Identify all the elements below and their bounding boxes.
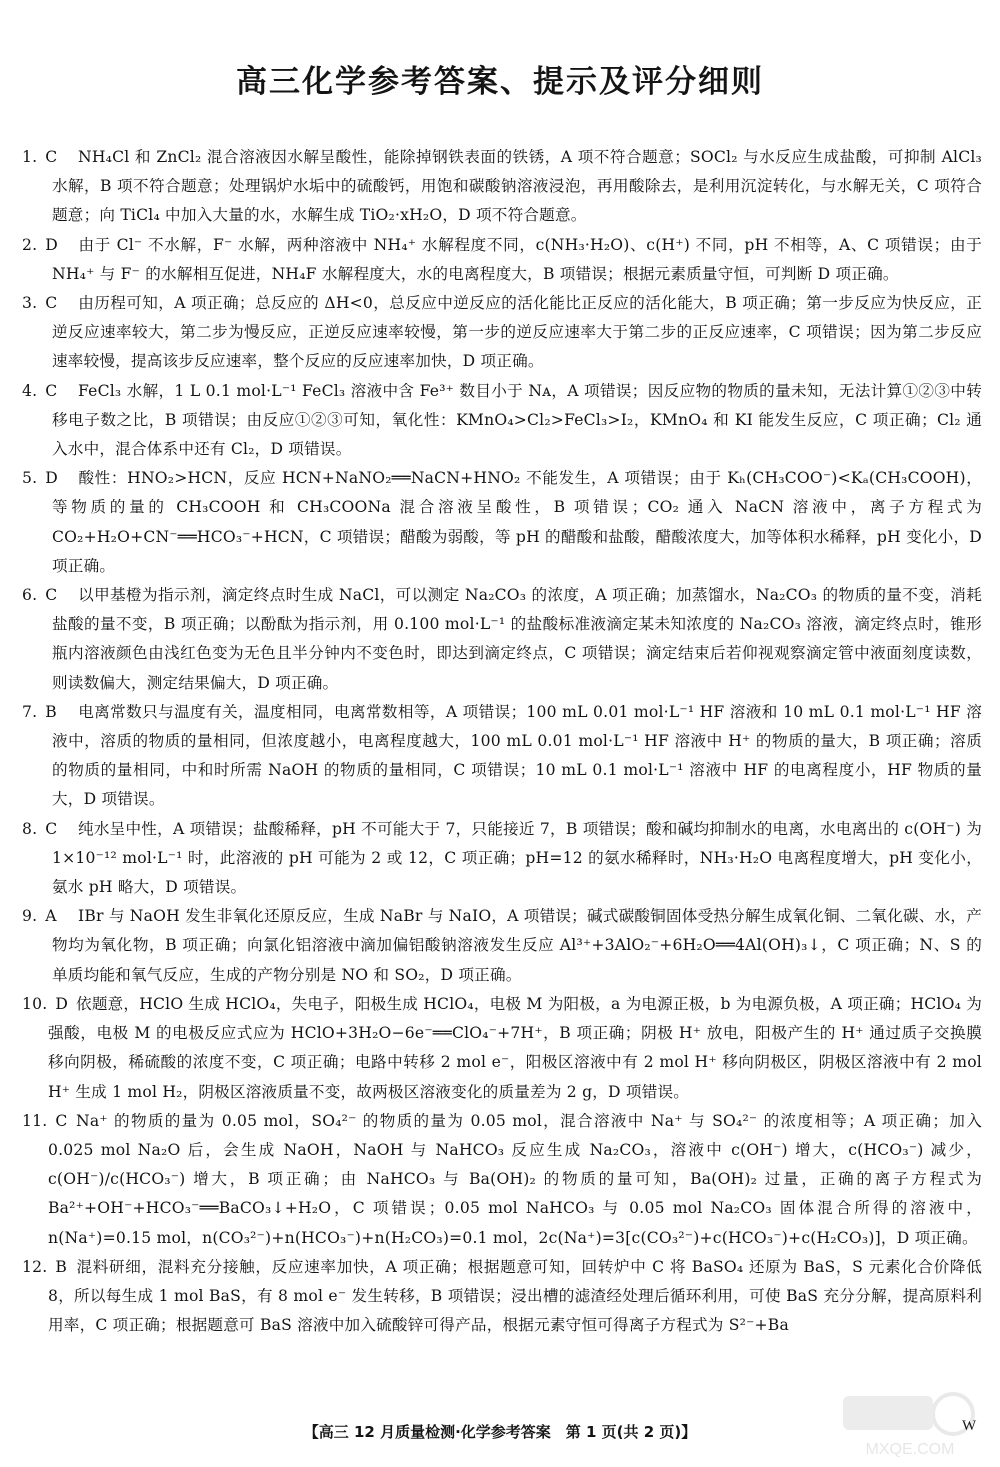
answer-key: A bbox=[45, 907, 57, 926]
answer-item-4 bbox=[22, 377, 982, 465]
corner-mark: W bbox=[962, 1418, 977, 1434]
answer-item-2 bbox=[22, 231, 982, 289]
page-title: 高三化学参考答案、提示及评分细则 bbox=[236, 64, 764, 100]
answer-key: B bbox=[45, 702, 57, 721]
answer-explanation: 纯水呈中性，A 项错误；盐酸稀释，pH 不可能大于 7，只能接近 7，B 项错误；酸和碱均抑制水的电离，水电离出的 c(OH⁻) 为 1×10⁻¹² mol·L⁻¹ 时，此溶液的 pH 可能为 2 或 12，C 项正确；pH=12 的氨水稀释时，NH₃·H₂O 电离程度增大，pH 变化小，氨水 pH 略大，D 项错误。 bbox=[52, 819, 982, 897]
answer-item-1 bbox=[22, 143, 982, 231]
question-number: 11. bbox=[22, 1111, 48, 1130]
answer-item-11 bbox=[22, 1107, 982, 1253]
answer-key: C bbox=[45, 381, 58, 400]
question-number: 6. bbox=[22, 586, 38, 605]
question-number: 9. bbox=[22, 907, 38, 926]
answer-item-5 bbox=[22, 464, 982, 581]
answer-key: D bbox=[55, 994, 69, 1013]
answer-explanation: 由历程可知，A 项正确；总反应的 ΔH<0，总反应中逆反应的活化能比正反应的活化能大，B 项正确；第一步反应为快反应，正逆反应速率较大，第二步为慢反应，正逆反应速率较慢，第一步的逆反应速率大于第二步的正反应速率，C 项错误；因为第二步反应速率较慢，提高该步反应速率，整个反应的反应速率加快，D 项正确。 bbox=[52, 294, 982, 371]
question-number: 2. bbox=[22, 235, 38, 254]
answer-explanation: 由于 Cl⁻ 不水解，F⁻ 水解，两种溶液中 NH₄⁺ 水解程度不同，c(NH₃·H₂O)、c(H⁺) 不同，pH 不相等，A、C 项错误；由于 NH₄⁺ 与 F⁻ 的水解相互促进，NH₄F 水解程度大，水的电离程度大，B 项错误；根据元素质量守恒，可判断 D 项正确。 bbox=[52, 235, 982, 283]
answer-explanation: 电离常数只与温度有关，温度相同，电离常数相等，A 项错误；100 mL 0.01 mol·L⁻¹ HF 溶液和 10 mL 0.1 mol·L⁻¹ HF 溶液中，溶质的物质的量相同，但浓度越小，电离程度越大，100 mL 0.01 mol·L⁻¹ HF 溶液中 H⁺ 的物质的量大，B 项正确；溶质的物质的量相同，中和时所需 NaOH 的物质的量相同，C 项错误；10 mL 0.1 mol·L⁻¹ 溶液中 HF 的电离程度小，HF 物质的量大，D 项错误。 bbox=[52, 702, 982, 809]
page-footer: 【高三 12 月质量检测·化学参考答案 第 1 页(共 2 页)】 bbox=[303, 1423, 697, 1441]
answer-explanation: NH₄Cl 和 ZnCl₂ 混合溶液因水解呈酸性，能除掉钢铁表面的铁锈，A 项不符合题意；SOCl₂ 与水反应生成盐酸，可抑制 AlCl₃ 水解，B 项不符合题意；处理锅炉水垢中的硫酸钙，用饱和碳酸钠溶液浸泡，再用酸除去，是利用沉淀转化，与水解无关，C 项符合题意；向 TiCl₄ 中加入大量的水，水解生成 TiO₂·xH₂O，D 项不符合题意。 bbox=[52, 148, 982, 225]
question-number: 8. bbox=[22, 819, 38, 838]
answer-key: C bbox=[45, 819, 58, 838]
answer-key: C bbox=[45, 148, 58, 166]
answer-item-10 bbox=[22, 990, 982, 1107]
answer-explanation: Na⁺ 的物质的量为 0.05 mol，SO₄²⁻ 的物质的量为 0.05 mol，混合溶液中 Na⁺ 与 SO₄²⁻ 的浓度相等；A 项正确；加入 0.025 mol Na₂O 后，会生成 NaOH，NaOH 与 NaHCO₃ 反应生成 Na₂CO₃，溶液中 c(OH⁻) 增大，c(HCO₃⁻) 减少，c(OH⁻)/c(HCO₃⁻) 增大，B 项正确；由 NaHCO₃ 与 Ba(OH)₂ 的物质的量可知，Ba(OH)₂ 过量，正确的离子方程式为 Ba²⁺+OH⁻+HCO₃⁻══BaCO₃↓+H₂O，C 项错误；0.05 mol NaHCO₃ 与 0.05 mol Na₂CO₃ 固体混合所得的溶液中，n(Na⁺)=0.15 mol，n(CO₃²⁻)+n(HCO₃⁻)+n(H₂CO₃)=0.1 mol，2c(Na⁺)=3[c(CO₃²⁻)+c(HCO₃⁻)+c(H₂CO₃)]，D 项正确。 bbox=[48, 1111, 982, 1247]
answer-item-8 bbox=[22, 815, 982, 903]
question-number: 7. bbox=[22, 702, 38, 721]
answer-item-3 bbox=[22, 289, 982, 377]
watermark-text: MXQE.COM bbox=[865, 1441, 955, 1458]
answer-explanation: 以甲基橙为指示剂，滴定终点时生成 NaCl，可以测定 Na₂CO₃ 的浓度，A 项正确；加蒸馏水，Na₂CO₃ 的物质的量不变，消耗盐酸的量不变，B 项正确；以酚酞为指示剂，用 0.100 mol·L⁻¹ 的盐酸标准液滴定某未知浓度的 Na₂CO₃ 溶液，滴定终点时，锥形瓶内溶液颜色由浅红色变为无色且半分钟内不变色时，即达到滴定终点，C 项错误；滴定结束后若仰视观察滴定管中液面刻度读数，则读数偏大，测定结果偏大，D 项正确。 bbox=[52, 586, 982, 692]
answer-item-9 bbox=[22, 902, 982, 990]
answer-explanation: FeCl₃ 水解，1 L 0.1 mol·L⁻¹ FeCl₃ 溶液中含 Fe³⁺ 数目小于 Nᴀ，A 项错误；因反应物的物质的量未知，无法计算①②③中转移电子数之比，B 项错误；由反应①②③可知，氧化性：KMnO₄>Cl₂>FeCl₃>I₂，KMnO₄ 和 KI 能发生反应，C 项正确；Cl₂ 通入水中，混合体系中还有 Cl₂，D 项错误。 bbox=[52, 381, 982, 459]
answer-explanation: 依题意，HClO 生成 HClO₄，失电子，阳极生成 HClO₄，电极 M 为阳极，a 为电源正极，b 为电源负极，A 项正确；HClO₄ 为强酸，电极 M 的电极反应式应为 HClO+3H₂O−6e⁻══ClO₄⁻+7H⁺，B 项正确；阴极 H⁺ 放电，阳极产生的 H⁺ 通过质子交换膜移向阴极，稀硫酸的浓度不变，C 项正确；电路中转移 2 mol e⁻，阳极区溶液中有 2 mol H⁺ 移向阴极区，阴极区溶液中有 2 mol H⁺ 生成 1 mol H₂，阴极区溶液质量不变，故两极区溶液变化的质量差为 2 g，D 项错误。 bbox=[48, 994, 982, 1101]
question-number: 4. bbox=[22, 381, 38, 400]
answer-explanation: 混料研细，混料充分接触，反应速率加快，A 项正确；根据题意可知，回转炉中 C 将 BaSO₄ 还原为 BaS，S 元素化合价降低 8，所以每生成 1 mol BaS，有 8 mol e⁻ 发生转移，B 项错误；浸出槽的滤渣经处理后循环利用，可使 BaS 充分分解，提高原料利用率，C 项正确；根据题意可 BaS 溶液中加入硫酸锌可得产品，根据元素守恒可得离子方程式为 S²⁻+Ba bbox=[48, 1257, 982, 1335]
answer-explanation: 酸性：HNO₂>HCN，反应 HCN+NaNO₂══NaCN+HNO₂ 不能发生，A 项错误；由于 Kₕ(CH₃COO⁻)<Kₐ(CH₃COOH)，等物质的量的 CH₃COOH 和 CH₃COONa 混合溶液呈酸性，B 项错误；CO₂ 通入 NaCN 溶液中，离子方程式为 CO₂+H₂O+CN⁻══HCO₃⁻+HCN，C 项错误；醋酸为弱酸，等 pH 的醋酸和盐酸，醋酸浓度大，加等体积水稀释，pH 变化小，D 项正确。 bbox=[52, 469, 982, 575]
answer-item-7 bbox=[22, 698, 982, 815]
question-number: 3. bbox=[22, 294, 38, 313]
question-number: 12. bbox=[22, 1257, 48, 1276]
question-number: 1. bbox=[22, 148, 38, 166]
question-number: 10. bbox=[22, 994, 48, 1013]
answer-key: D bbox=[45, 469, 58, 488]
answer-key: C bbox=[45, 294, 58, 313]
answer-explanation: IBr 与 NaOH 发生非氧化还原反应，生成 NaBr 与 NaIO，A 项错误；碱式碳酸铜固体受热分解生成氧化铜、二氧化碳、水，产物均为氧化物，B 项正确；向氯化铝溶液中滴加偏铝酸钠溶液发生反应 Al³⁺+3AlO₂⁻+6H₂O══4Al(OH)₃↓，C 项正确；N、S 的单质均能和氧气反应，生成的产物分别是 NO 和 SO₂，D 项正确。 bbox=[52, 907, 982, 984]
answer-item-12 bbox=[22, 1253, 982, 1341]
answer-key: C bbox=[55, 1111, 68, 1130]
answer-key: C bbox=[45, 586, 58, 605]
answer-item-6 bbox=[22, 581, 982, 698]
answer-key: D bbox=[45, 235, 58, 254]
answer-key: B bbox=[55, 1257, 68, 1276]
question-number: 5. bbox=[22, 469, 38, 488]
answer-list bbox=[22, 143, 982, 1340]
